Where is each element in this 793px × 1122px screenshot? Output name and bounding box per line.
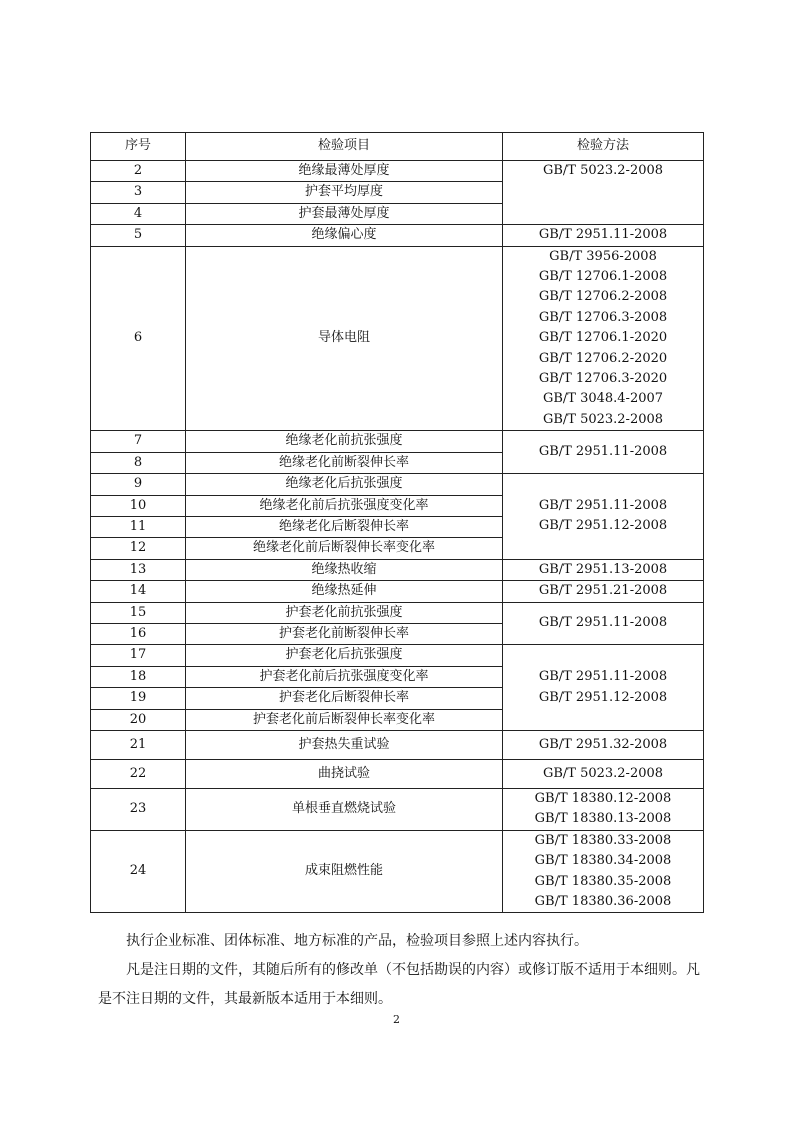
page-number: 2 (393, 1013, 400, 1026)
row-method: GB/T 2951.32-2008 (503, 730, 704, 759)
row-no: 15 (91, 602, 186, 623)
row-method: GB/T 2951.21-2008 (503, 581, 704, 602)
row-no: 12 (91, 538, 186, 559)
row-method: GB/T 18380.33-2008 GB/T 18380.34-2008 GB/T 18380.35-2008 GB/T 18380.36-2008 (503, 830, 704, 913)
row-no: 16 (91, 623, 186, 644)
row-item: 护套热失重试验 (186, 730, 503, 759)
header-no: 序号 (91, 133, 186, 161)
row-no: 4 (91, 203, 186, 224)
row-item: 护套老化后断裂伸长率 (186, 688, 503, 709)
row-item: 护套老化前断裂伸长率 (186, 623, 503, 644)
row-no: 7 (91, 431, 186, 452)
table-row (91, 246, 704, 431)
row-item: 成束阻燃性能 (186, 830, 503, 913)
row-no: 3 (91, 182, 186, 203)
table-row (91, 645, 704, 666)
row-no: 5 (91, 225, 186, 246)
row-item: 绝缘热收缩 (186, 559, 503, 580)
row-item: 护套老化后抗张强度 (186, 645, 503, 666)
row-item: 护套平均厚度 (186, 182, 503, 203)
note-paragraph-dated-references: 凡是注日期的文件，其随后所有的修改单（不包括勘误的内容）或修订版不适用于本细则。凡是不注日期的文件，其最新版本适用于本细则。 (98, 962, 700, 1007)
row-method: GB/T 2951.11-2008 GB/T 2951.12-2008 (503, 645, 704, 731)
row-item: 绝缘老化前后抗张强度变化率 (186, 495, 503, 516)
row-item: 导体电阻 (186, 246, 503, 431)
row-item: 绝缘热延伸 (186, 581, 503, 602)
table-row (91, 830, 704, 913)
row-no: 18 (91, 666, 186, 687)
table-row (91, 602, 704, 623)
table-row (91, 225, 704, 246)
row-item: 绝缘老化后抗张强度 (186, 474, 503, 495)
row-item: 绝缘老化前抗张强度 (186, 431, 503, 452)
row-no: 19 (91, 688, 186, 709)
row-method: GB/T 2951.11-2008 GB/T 2951.12-2008 (503, 474, 704, 560)
row-item: 护套最薄处厚度 (186, 203, 503, 224)
table-row (91, 788, 704, 830)
row-item: 护套老化前后抗张强度变化率 (186, 666, 503, 687)
row-item: 曲挠试验 (186, 759, 503, 788)
row-method: GB/T 2951.11-2008 (503, 431, 704, 474)
table-row (91, 759, 704, 788)
row-item: 护套老化前抗张强度 (186, 602, 503, 623)
row-method: GB/T 2951.11-2008 (503, 602, 704, 645)
header-method: 检验方法 (503, 133, 704, 161)
row-no: 8 (91, 452, 186, 473)
row-no: 17 (91, 645, 186, 666)
row-method: GB/T 18380.12-2008 GB/T 18380.13-2008 (503, 788, 704, 830)
row-method: GB/T 2951.11-2008 (503, 225, 704, 246)
row-no: 23 (91, 788, 186, 830)
note-paragraph-standards: 执行企业标准、团体标准、地方标准的产品，检验项目参照上述内容执行。 (126, 933, 588, 949)
row-no: 10 (91, 495, 186, 516)
row-no: 21 (91, 730, 186, 759)
row-item: 护套老化前后断裂伸长率变化率 (186, 709, 503, 730)
row-no: 9 (91, 474, 186, 495)
table-row (91, 581, 704, 602)
row-item: 绝缘偏心度 (186, 225, 503, 246)
row-no: 2 (91, 161, 186, 182)
row-no: 11 (91, 516, 186, 537)
row-item: 绝缘老化后断裂伸长率 (186, 516, 503, 537)
row-item: 单根垂直燃烧试验 (186, 788, 503, 830)
row-item: 绝缘老化前后断裂伸长率变化率 (186, 538, 503, 559)
row-no: 6 (91, 246, 186, 431)
table-row (91, 431, 704, 452)
row-method: GB/T 5023.2-2008 (503, 759, 704, 788)
row-method: GB/T 3956-2008 GB/T 12706.1-2008 GB/T 12706.2-2008 GB/T 12706.3-2008 GB/T 12706.1-2020 GB/T 12706.2-2020 GB/T 12706.3-2020 GB/T 3048.4-2007 GB/T 5023.2-2008 (503, 246, 704, 431)
row-no: 24 (91, 830, 186, 913)
row-no: 20 (91, 709, 186, 730)
table-row (91, 730, 704, 759)
row-no: 22 (91, 759, 186, 788)
table-row (91, 161, 704, 182)
row-item: 绝缘最薄处厚度 (186, 161, 503, 182)
table-header-row (91, 133, 704, 161)
row-method: GB/T 5023.2-2008 (503, 161, 704, 225)
table-row (91, 559, 704, 580)
row-item: 绝缘老化前断裂伸长率 (186, 452, 503, 473)
row-method: GB/T 2951.13-2008 (503, 559, 704, 580)
table-row (91, 474, 704, 495)
row-no: 13 (91, 559, 186, 580)
row-no: 14 (91, 581, 186, 602)
inspection-table (90, 132, 704, 913)
header-item: 检验项目 (186, 133, 503, 161)
